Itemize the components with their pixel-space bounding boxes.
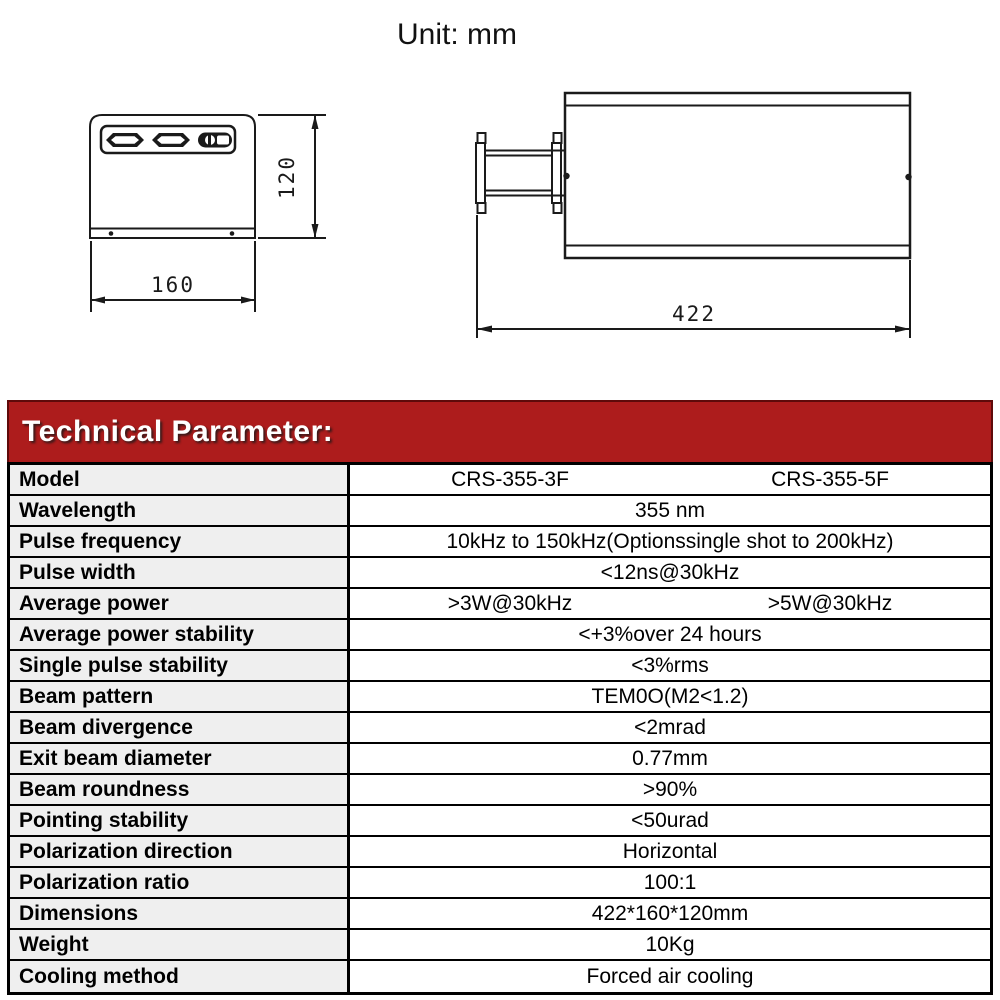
param-label: Weight: [10, 930, 350, 959]
screw-dot: [905, 174, 911, 180]
dimension-422: [477, 215, 910, 338]
param-value: 355 nm: [350, 496, 990, 525]
param-value: <3%rms: [350, 651, 990, 680]
table-row-single-pulse-stability: [10, 651, 990, 682]
table-row-pulse-frequency: [10, 527, 990, 558]
param-label: Wavelength: [10, 496, 350, 525]
table-header: [7, 400, 993, 462]
param-label: Beam roundness: [10, 775, 350, 804]
param-label: Cooling method: [10, 961, 350, 992]
param-label: Beam pattern: [10, 682, 350, 711]
dim-label-160: 160: [151, 273, 195, 297]
table-row-wavelength: [10, 496, 990, 527]
param-value-left: CRS-355-3F: [451, 467, 569, 491]
unit-note: Unit: mm: [397, 18, 517, 51]
table-row-weight: [10, 930, 990, 961]
front-view-drawing: [90, 115, 326, 312]
param-value: <12ns@30kHz: [350, 558, 990, 587]
side-view-outline: [565, 93, 910, 258]
table-row-pointing-stability: [10, 806, 990, 837]
param-value: [350, 465, 990, 494]
param-label: Single pulse stability: [10, 651, 350, 680]
param-label: Model: [10, 465, 350, 494]
param-value: TEM0O(M2<1.2): [350, 682, 990, 711]
param-label: Average power: [10, 589, 350, 618]
param-value: 422*160*120mm: [350, 899, 990, 928]
param-value: >90%: [350, 775, 990, 804]
param-label: Polarization ratio: [10, 868, 350, 897]
dimension-160: [91, 241, 255, 312]
table-row-polarization-direction: [10, 837, 990, 868]
table-body: [7, 462, 993, 995]
param-label: Pointing stability: [10, 806, 350, 835]
table-row-average-power-stability: [10, 620, 990, 651]
param-label: Average power stability: [10, 620, 350, 649]
param-label: Pulse width: [10, 558, 350, 587]
screw-dot: [563, 173, 569, 179]
param-value-right: >5W@30kHz: [767, 591, 893, 615]
dsub-connector-icon: [106, 133, 144, 147]
power-connector-icon: [198, 133, 232, 148]
param-value: 10Kg: [350, 930, 990, 959]
dim-label-120: 120: [275, 155, 299, 199]
technical-drawing: [0, 0, 1000, 392]
screw-dot: [230, 231, 235, 236]
param-value: 0.77mm: [350, 744, 990, 773]
param-label: Polarization direction: [10, 837, 350, 866]
param-label: Pulse frequency: [10, 527, 350, 556]
param-label: Dimensions: [10, 899, 350, 928]
param-value: Forced air cooling: [350, 961, 990, 992]
table-row-cooling-method: [10, 961, 990, 992]
param-value: 10kHz to 150kHz(Optionssingle shot to 200kHz): [350, 527, 990, 556]
table-row-pulse-width: [10, 558, 990, 589]
table-title: Technical Parameter:: [22, 415, 334, 448]
table-row-beam-roundness: [10, 775, 990, 806]
dsub-connector-icon: [152, 133, 190, 147]
param-value-right: CRS-355-5F: [771, 467, 889, 491]
param-label: Exit beam diameter: [10, 744, 350, 773]
table-row-beam-pattern: [10, 682, 990, 713]
table-row-average-power: [10, 589, 990, 620]
table-row-beam-divergence: [10, 713, 990, 744]
table-row-dimensions: [10, 899, 990, 930]
screw-dot: [109, 231, 114, 236]
table-row-model: [10, 465, 990, 496]
param-value: <+3%over 24 hours: [350, 620, 990, 649]
param-value: 100:1: [350, 868, 990, 897]
param-value: [350, 589, 990, 618]
table-row-exit-beam-diameter: [10, 744, 990, 775]
dimension-120: [258, 115, 326, 238]
lens-tube: [476, 133, 565, 213]
param-value: Horizontal: [350, 837, 990, 866]
dim-label-422: 422: [672, 302, 716, 326]
param-value: <2mrad: [350, 713, 990, 742]
param-value-left: >3W@30kHz: [447, 591, 573, 615]
table-row-polarization-ratio: [10, 868, 990, 899]
technical-parameter-table: [7, 400, 993, 995]
side-view-drawing: [476, 93, 912, 338]
param-value: <50urad: [350, 806, 990, 835]
param-label: Beam divergence: [10, 713, 350, 742]
